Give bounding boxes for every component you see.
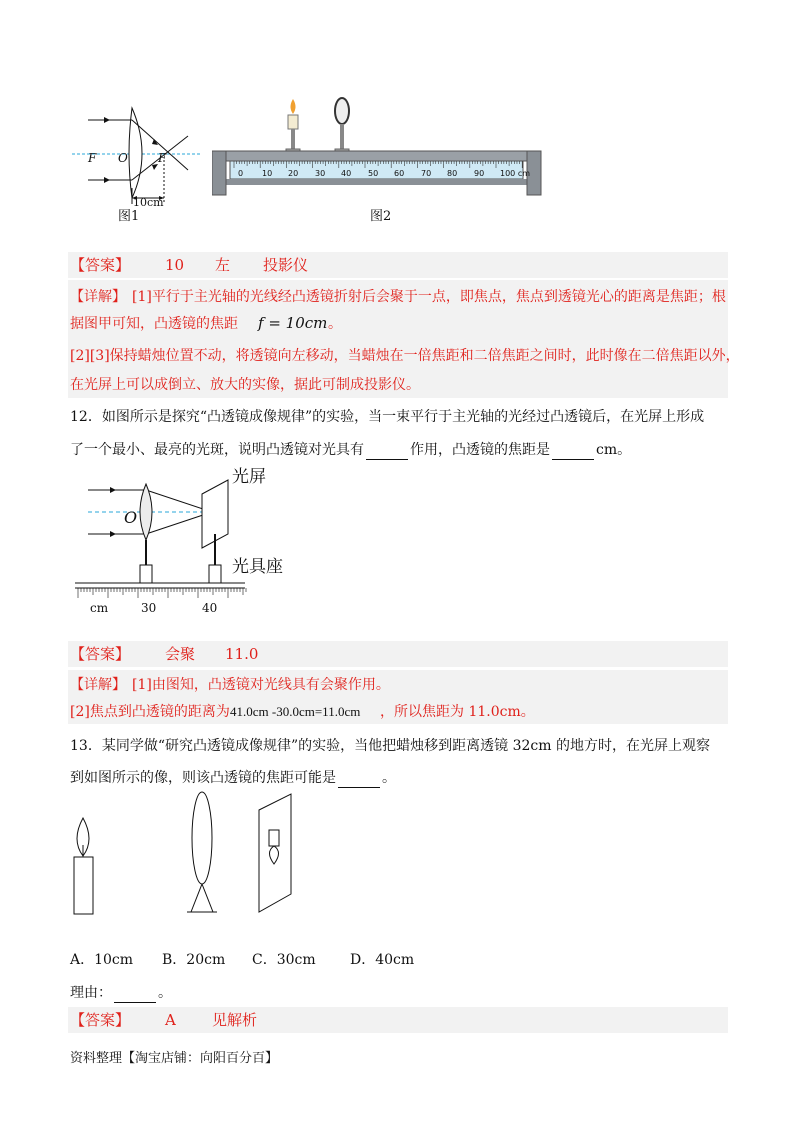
q12-fig-unit: cm [90, 601, 109, 615]
q12-detail-line2-pre: [2]焦点到凸透镜的距离为 [70, 704, 230, 720]
figure-q13-candle-lens-screen [65, 790, 325, 920]
fig1-F-right: F [158, 151, 167, 165]
q11-detail-line3: [2][3]保持蜡烛位置不动，将透镜向左移动，当蜡烛在一倍焦距和二倍焦距之间时，此时像在二倍焦距以外， [70, 348, 740, 364]
q13-line2 [70, 768, 396, 788]
q12-fig-30: 30 [141, 601, 157, 615]
q13-option-b[interactable]: B．20cm [162, 952, 226, 968]
q11-answer-2: 左 [215, 256, 231, 274]
q13-line2-b: 。 [382, 770, 396, 786]
fig1-measure: 10cm [133, 196, 164, 209]
q12-answer-2: 11.0 [225, 645, 259, 663]
q13-answer-2: 见解析 [212, 1011, 258, 1029]
fig1-O: O [118, 151, 128, 165]
q12-detail-tag: 【详解】 [70, 677, 126, 693]
q12-answer-tag: 【答案】 [70, 645, 131, 663]
q11-answer-tag: 【答案】 [70, 256, 131, 274]
q13-option-a[interactable]: A．10cm [70, 952, 134, 968]
fig2-tick-label: 80 [447, 169, 458, 178]
q12-detail-line2-post: ，所以焦距为 11.0cm。 [380, 704, 535, 720]
q11-detail-tag: 【详解】 [70, 289, 126, 305]
fig2-tick-label: 20 [288, 169, 299, 178]
q11-detail-line2-pre: 据图甲可知，凸透镜的焦距 [70, 316, 238, 332]
q13-line2-a: 到如图所示的像，则该凸透镜的焦距可能是 [70, 770, 336, 786]
fig1-F-left: F [88, 151, 97, 165]
q11-answer-1: 10 [165, 256, 185, 274]
figure-q12-optical-bench [70, 470, 300, 615]
q12-fig-screen-label: 光屏 [232, 467, 266, 487]
fig2-tick-label: 30 [315, 169, 326, 178]
q12-detail-line1: [1]由图知，凸透镜对光线具有会聚作用。 [132, 677, 390, 693]
footer-source: 资料整理【淘宝店铺：向阳百分百】 [70, 1051, 279, 1066]
q13-reason-a: 理由： [70, 985, 112, 1001]
fig2-tick-label: 60 [394, 169, 405, 178]
q13-reason-b: 。 [158, 985, 172, 1001]
fig2-tick-label: 10 [262, 169, 273, 178]
fig2-tick-label: 70 [421, 169, 432, 178]
q12-blank-2[interactable] [552, 445, 594, 460]
fig1-label: 图1 [118, 209, 140, 224]
q11-answer-3: 投影仪 [263, 256, 309, 274]
q11-detail-line4: 在光屏上可以成倒立、放大的实像，据此可制成投影仪。 [70, 377, 420, 393]
q12-line2-a: 了一个最小、最亮的光斑，说明凸透镜对光具有 [70, 442, 364, 458]
q13-answer-tag: 【答案】 [70, 1011, 131, 1029]
q13-reason-blank[interactable] [114, 988, 156, 1003]
fig2-tick-label: 100 cm [500, 169, 531, 178]
figure-2-optical-bench [212, 95, 547, 200]
q11-detail-line2-post: 。 [328, 316, 342, 332]
q13-blank[interactable] [338, 773, 380, 788]
q13-option-d[interactable]: D．40cm [350, 952, 415, 968]
q12-line2-c: cm。 [596, 442, 632, 458]
q12-line2-b: 作用，凸透镜的焦距是 [410, 442, 550, 458]
fig2-ruler-labels [230, 169, 530, 181]
fig2-tick-label: 50 [368, 169, 379, 178]
q12-fig-bench-label: 光具座 [232, 557, 283, 577]
q12-detail-calc: 41.0cm -30.0cm=11.0cm [230, 704, 361, 719]
q12-line1: 12．如图所示是探究“凸透镜成像规律”的实验，当一束平行于主光轴的光经过凸透镜后，在光屏上形成 [70, 409, 705, 425]
fig2-tick-label: 40 [341, 169, 352, 178]
q12-blank-1[interactable] [366, 445, 408, 460]
q13-line1: 13．某同学做“研究凸透镜成像规律”的实验，当他把蜡烛移到距离透镜 32cm 的地方时，在光屏上观察 [70, 738, 710, 754]
q11-detail-formula: f = 10cm [258, 314, 328, 332]
fig2-tick-label: 0 [238, 169, 244, 178]
q12-line2 [70, 440, 631, 460]
q13-option-c[interactable]: C．30cm [252, 952, 316, 968]
q12-answer-1: 会聚 [165, 645, 196, 663]
q13-reason [70, 983, 172, 1003]
q13-answer-1: A [165, 1011, 176, 1029]
q12-fig-O: O [124, 508, 138, 527]
q11-detail-line1: [1]平行于主光轴的光线经凸透镜折射后会聚于一点，即焦点，焦点到透镜光心的距离是焦距；根 [132, 289, 726, 305]
fig2-label: 图2 [370, 209, 392, 224]
q12-fig-40: 40 [202, 601, 218, 615]
fig2-tick-label: 90 [474, 169, 485, 178]
